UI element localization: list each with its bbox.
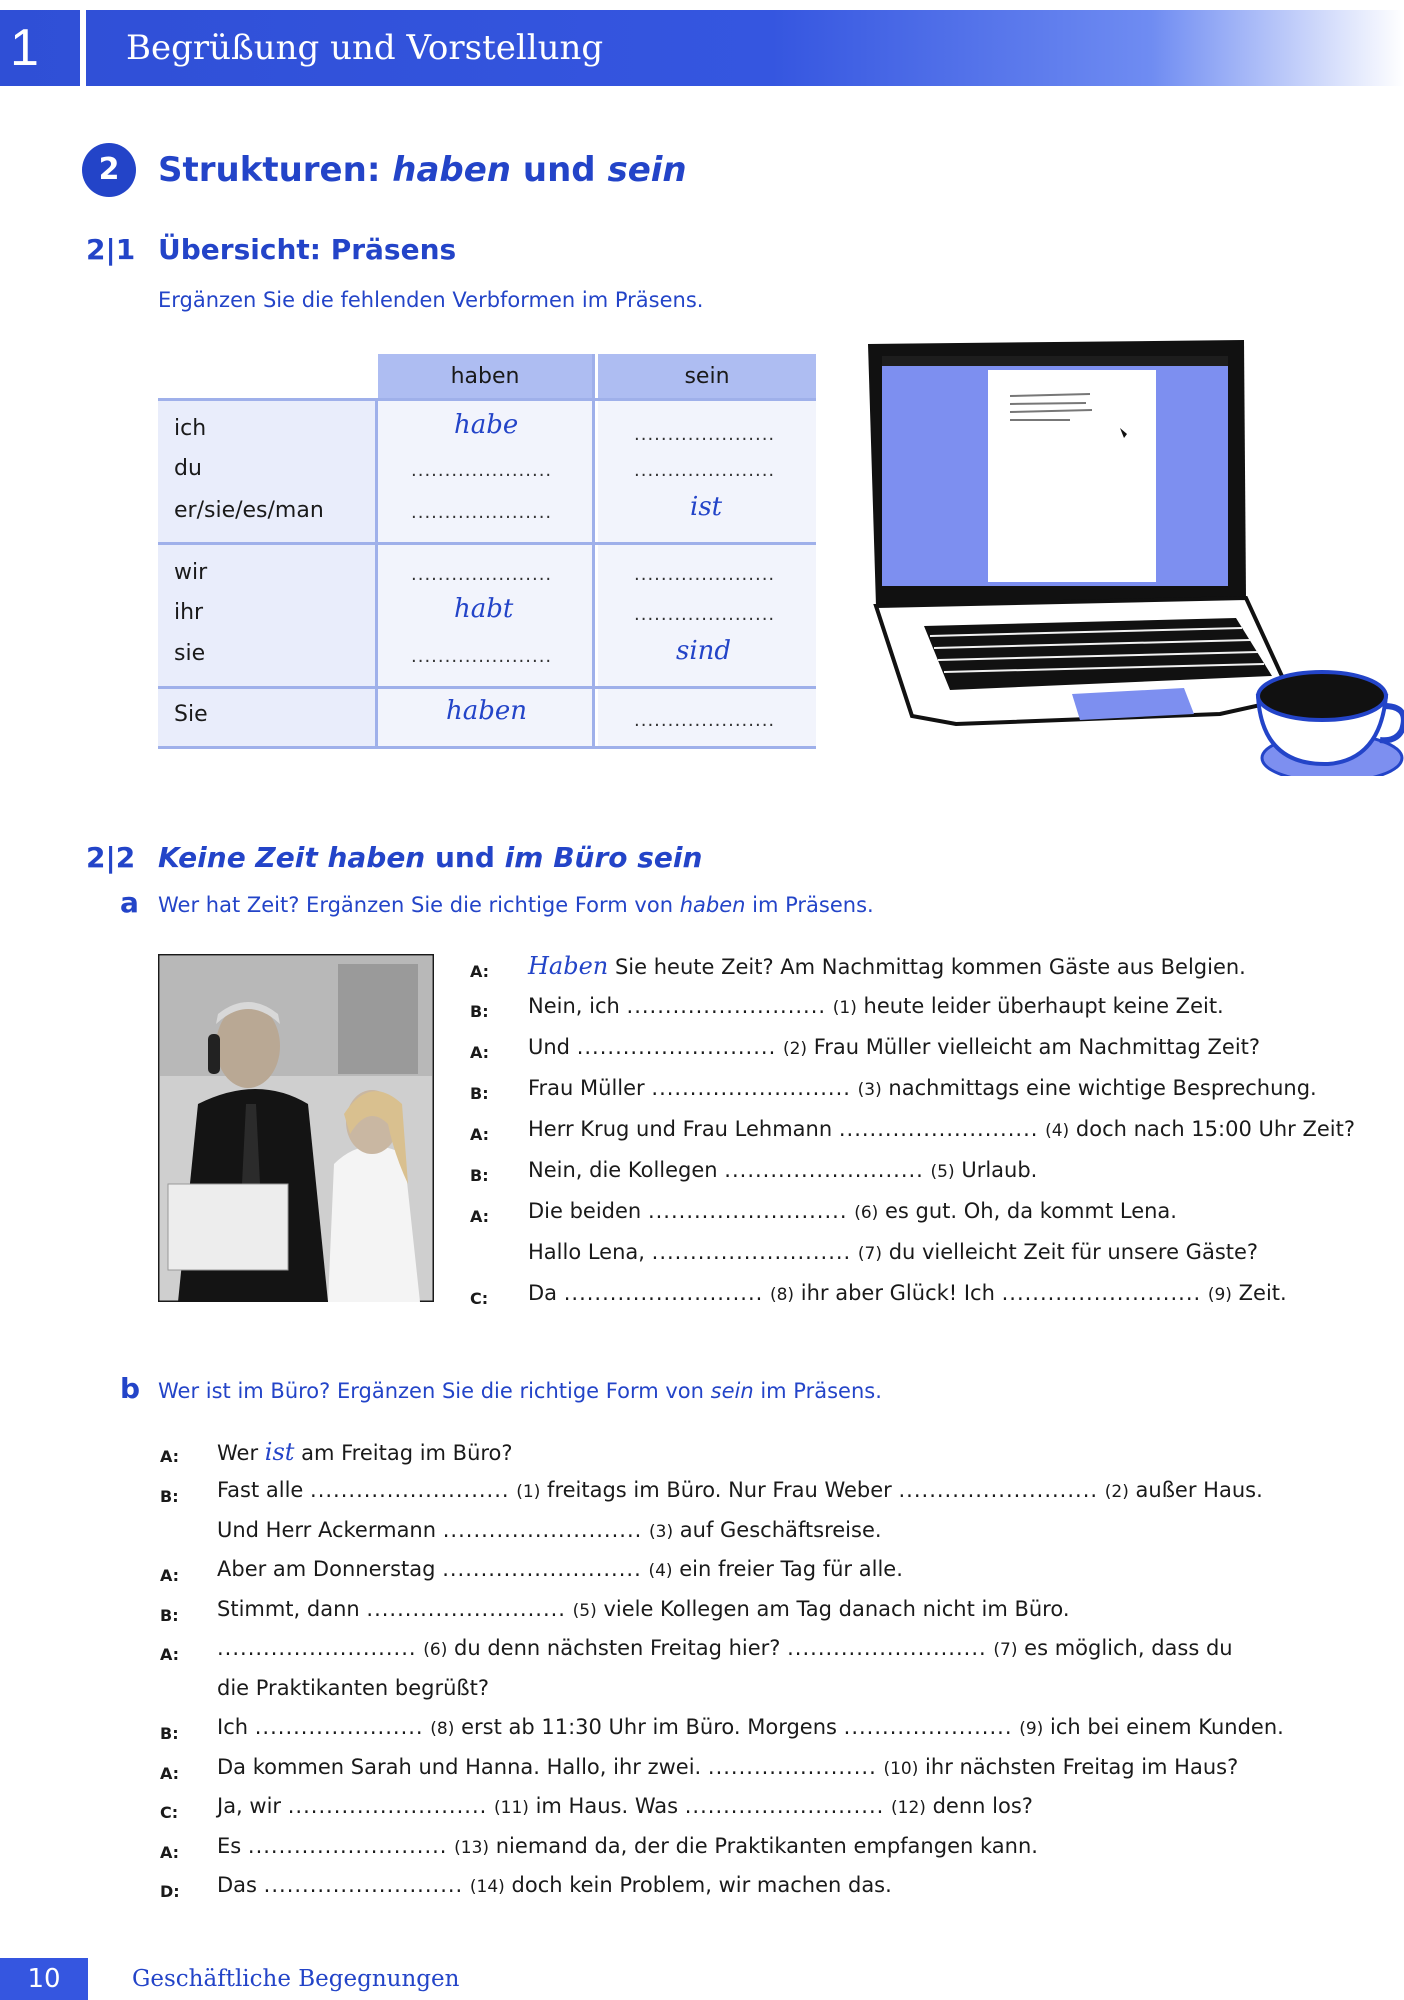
answer-blank[interactable]: .......................... [287, 1794, 488, 1818]
part-a-instr-2: im Präsens. [752, 893, 874, 917]
blank-number: (6) [423, 1640, 448, 1660]
dialog-a-line-3 [528, 1076, 1317, 1100]
table-rule [158, 686, 816, 689]
dialog-a-line-example [528, 952, 1246, 980]
line-text: ihr aber Glück! Ich [800, 1281, 995, 1305]
part-a-label: a [120, 886, 139, 919]
section-title-verb2: sein [607, 150, 687, 190]
part-b-instr-2: im Präsens. [760, 1379, 882, 1403]
line-text: Nein, ich [528, 994, 620, 1018]
dialog-a-line-6 [528, 1199, 1177, 1223]
pronoun-sie: sie [174, 641, 206, 666]
speaker-label: C: [470, 1289, 489, 1308]
table-rule [158, 398, 816, 401]
dialog-a-line-7 [528, 1240, 1258, 1264]
line-text: Frau Müller [528, 1076, 645, 1100]
dialog-a-line-8 [528, 1281, 1287, 1305]
dialog-b-line-13 [217, 1834, 1038, 1858]
line-text: ich bei einem Kunden. [1049, 1715, 1284, 1739]
coffee [1258, 672, 1386, 720]
dialog-b-line-1 [217, 1478, 1263, 1502]
section-number-badge: 2 [82, 143, 136, 197]
blank-number: (3) [857, 1080, 882, 1100]
exercise-2-2-title-p3: im Büro sein [504, 841, 703, 874]
office-photo [158, 954, 434, 1302]
line-text: Ja, wir [217, 1794, 282, 1818]
line-text: Aber am Donnerstag [217, 1557, 436, 1581]
blank-number: (9) [1207, 1285, 1232, 1305]
line-text: Sie heute Zeit? Am Nachmittag kommen Gäste aus Belgien. [614, 955, 1246, 979]
answer-haben-ich: habe [454, 410, 519, 440]
speaker-label: A: [470, 1207, 490, 1226]
answer-blank[interactable]: .......................... [442, 1518, 643, 1542]
exercise-2-2-title-p2: und [435, 841, 495, 874]
blank-number: (3) [649, 1522, 674, 1542]
section-title-and: und [522, 150, 596, 190]
line-text: Herr Krug und Frau Lehmann [528, 1117, 833, 1141]
answer-haben-ihr: habt [454, 594, 514, 624]
blank-sein-Sie[interactable]: ..................... [634, 710, 776, 731]
exercise-2-1-instruction: Ergänzen Sie die fehlenden Verbformen im Präsens. [158, 288, 704, 312]
blank-number: (5) [572, 1601, 597, 1621]
part-a-instr-verb: haben [679, 893, 746, 917]
blank-haben-sie[interactable]: ..................... [411, 646, 553, 667]
answer-blank[interactable]: .......................... [310, 1478, 510, 1502]
exercise-2-2-number: 2|2 [86, 841, 136, 874]
line-text: ihr nächsten Freitag im Haus? [925, 1755, 1239, 1779]
blank-number: (2) [1104, 1482, 1129, 1502]
table-rule [158, 542, 816, 545]
answer-blank[interactable]: .......................... [838, 1117, 1039, 1141]
line-text: du denn nächsten Freitag hier? [454, 1636, 781, 1660]
table-divider [592, 354, 595, 749]
answer-blank[interactable]: .......................... [217, 1636, 417, 1660]
blank-number: (7) [857, 1244, 882, 1264]
line-text: Frau Müller vielleicht am Nachmittag Zeit? [813, 1035, 1261, 1059]
line-text: du vielleicht Zeit für unsere Gäste? [888, 1240, 1259, 1264]
answer-blank[interactable]: .......................... [647, 1199, 848, 1223]
blank-number: (4) [648, 1561, 673, 1581]
line-text: Das [217, 1873, 257, 1897]
line-text: nachmittags eine wichtige Besprechung. [888, 1076, 1317, 1100]
part-b-instr-1: Wer ist im Büro? Ergänzen Sie die richtige Form von [158, 1379, 704, 1403]
exercise-2-2-title-p1: Keine Zeit haben [158, 841, 426, 874]
speaker-label: C: [160, 1803, 179, 1822]
line-text: freitags im Büro. Nur Frau Weber [547, 1478, 892, 1502]
blank-number: (7) [993, 1640, 1018, 1660]
example-answer: ist [264, 1438, 295, 1466]
chapter-title: Begrüßung und Vorstellung [126, 28, 604, 68]
pronoun-ihr: ihr [174, 600, 204, 625]
column-header-haben: haben [378, 354, 592, 400]
blank-sein-ihr[interactable]: ..................... [634, 604, 776, 625]
blank-number: (12) [891, 1798, 926, 1818]
line-text: ein freier Tag für alle. [679, 1557, 903, 1581]
pronoun-er-sie-es-man: er/sie/es/man [174, 498, 324, 523]
line-text: es gut. Oh, da kommt Lena. [884, 1199, 1177, 1223]
answer-blank[interactable]: .......................... [651, 1076, 851, 1100]
laptop-coffee-illustration [860, 336, 1404, 776]
line-text: die Praktikanten begrüßt? [217, 1676, 490, 1700]
chapter-number: 1 [10, 19, 39, 77]
answer-blank[interactable]: .......................... [626, 994, 827, 1018]
section-title-part1: Strukturen: [158, 150, 381, 190]
speaker-label: A: [470, 962, 490, 981]
blank-sein-wir[interactable]: ..................... [634, 564, 776, 585]
line-text: am Freitag im Büro? [301, 1441, 513, 1465]
answer-blank[interactable]: .......................... [1001, 1281, 1202, 1305]
header-divider [80, 10, 86, 86]
example-answer: Haben [528, 952, 609, 980]
line-text: doch kein Problem, wir machen das. [511, 1873, 892, 1897]
line-text: Es [217, 1834, 242, 1858]
answer-sein-er: ist [690, 492, 723, 522]
part-a-instruction [158, 893, 874, 917]
blank-number: (8) [769, 1285, 795, 1305]
blank-number: (10) [883, 1759, 919, 1779]
line-text: viele Kollegen am Tag danach nicht im Büro. [603, 1597, 1070, 1621]
answer-blank[interactable]: .......................... [563, 1281, 764, 1305]
blank-haben-wir[interactable]: ..................... [411, 564, 553, 585]
answer-blank[interactable]: ...................... [254, 1715, 424, 1739]
man-head [216, 1004, 280, 1088]
line-text: Und [528, 1035, 571, 1059]
answer-blank[interactable]: .......................... [366, 1597, 566, 1621]
answer-blank[interactable]: .......................... [651, 1240, 852, 1264]
line-text: außer Haus. [1135, 1478, 1263, 1502]
line-text: Die beiden [528, 1199, 642, 1223]
part-a-instr-1: Wer hat Zeit? Ergänzen Sie die richtige Form von [158, 893, 674, 917]
dialog-b-line-11 [217, 1794, 1033, 1818]
dialog-b-line-6 [217, 1636, 1233, 1660]
pronoun-Sie: Sie [174, 702, 208, 727]
section-title [158, 142, 687, 198]
line-text: Hallo Lena, [528, 1240, 645, 1264]
pronoun-wir: wir [174, 560, 208, 585]
line-text: Urlaub. [961, 1158, 1038, 1182]
dialog-b-line-8 [217, 1715, 1284, 1739]
dialog-a-line-2 [528, 1035, 1260, 1059]
table-rule [158, 746, 816, 749]
blank-number: (14) [469, 1877, 505, 1897]
section-title-verb1: haben [392, 150, 512, 190]
line-text: doch nach 15:00 Uhr Zeit? [1075, 1117, 1356, 1141]
line-text: es möglich, dass du [1024, 1636, 1233, 1660]
blank-number: (11) [494, 1798, 529, 1818]
answer-blank[interactable]: .......................... [684, 1794, 885, 1818]
answer-blank[interactable]: .......................... [263, 1873, 464, 1897]
speaker-label: B: [470, 1084, 489, 1103]
dialog-a-line-1 [528, 994, 1224, 1018]
speaker-label: A: [470, 1043, 490, 1062]
pronoun-ich: ich [174, 416, 207, 441]
line-text: Ich [217, 1715, 249, 1739]
dialog-b-line-5 [217, 1597, 1070, 1621]
dialog-b-line-6-cont [217, 1676, 489, 1700]
line-text: Wer [217, 1441, 259, 1465]
blank-number: (5) [930, 1162, 955, 1182]
blank-number: (1) [516, 1482, 541, 1502]
exercise-2-2-title [158, 841, 702, 874]
speaker-label: A: [470, 1125, 490, 1144]
line-text: Fast alle [217, 1478, 304, 1502]
speaker-label: A: [160, 1645, 180, 1664]
conjugation-table [158, 354, 816, 749]
dialog-a-line-5 [528, 1158, 1037, 1182]
dialog-b-line-10 [217, 1755, 1238, 1779]
part-b-instruction [158, 1379, 882, 1403]
dialog-b-line-example [217, 1438, 513, 1466]
answer-blank[interactable]: .......................... [576, 1035, 777, 1059]
line-text: Und Herr Ackermann [217, 1518, 437, 1542]
answer-blank[interactable]: ...................... [707, 1755, 877, 1779]
answer-blank[interactable]: .......................... [724, 1158, 924, 1182]
speaker-label: D: [160, 1882, 180, 1901]
speaker-label: B: [470, 1002, 489, 1021]
speaker-label: A: [160, 1843, 180, 1862]
speaker-label: A: [160, 1566, 180, 1585]
answer-haben-Sie: haben [446, 696, 528, 726]
exercise-2-1-number: 2|1 [86, 233, 136, 266]
line-text: Stimmt, dann [217, 1597, 360, 1621]
page-number: 10 [0, 1958, 88, 2000]
speaker-label: A: [160, 1447, 180, 1466]
answer-blank[interactable]: .......................... [898, 1478, 1099, 1502]
line-text: auf Geschäftsreise. [679, 1518, 882, 1542]
menu-bar [882, 356, 1228, 366]
line-text: erst ab 11:30 Uhr im Büro. Morgens [461, 1715, 837, 1739]
laptop-in-photo [168, 1184, 288, 1270]
line-text: Nein, die Kollegen [528, 1158, 718, 1182]
blank-number: (4) [1045, 1121, 1070, 1141]
blank-number: (13) [454, 1838, 490, 1858]
line-text: im Haus. Was [535, 1794, 679, 1818]
speaker-label: B: [470, 1166, 489, 1185]
dialog-b-line-14 [217, 1873, 892, 1897]
blank-number: (9) [1019, 1719, 1044, 1739]
line-text: Zeit. [1238, 1281, 1287, 1305]
answer-blank[interactable]: .......................... [247, 1834, 448, 1858]
blank-haben-er[interactable]: ..................... [411, 502, 553, 523]
exercise-2-1-title: Übersicht: Präsens [158, 233, 457, 266]
part-b-label: b [120, 1372, 141, 1405]
speaker-label: A: [160, 1764, 180, 1783]
answer-sein-sie: sind [676, 636, 732, 666]
line-text: niemand da, der die Praktikanten empfangen kann. [495, 1834, 1038, 1858]
dialog-b-line-3 [217, 1518, 882, 1542]
answer-blank[interactable]: ...................... [843, 1715, 1013, 1739]
dialog-a-line-4 [528, 1117, 1355, 1141]
blank-sein-du[interactable]: ..................... [634, 460, 776, 481]
speaker-label: B: [160, 1606, 179, 1625]
blank-number: (8) [430, 1719, 455, 1739]
table-divider [375, 400, 378, 749]
speaker-label: B: [160, 1487, 179, 1506]
dialog-b-line-4 [217, 1557, 903, 1581]
line-text: denn los? [932, 1794, 1033, 1818]
answer-blank[interactable]: .......................... [442, 1557, 642, 1581]
part-b-instr-verb: sein [710, 1379, 754, 1403]
document-window [988, 370, 1156, 582]
blank-number: (2) [782, 1039, 808, 1059]
column-header-sein: sein [598, 354, 816, 400]
speaker-label: B: [160, 1724, 179, 1743]
blank-number: (6) [854, 1203, 879, 1223]
blank-sein-ich[interactable]: ..................... [634, 424, 776, 445]
blank-number: (1) [832, 998, 857, 1018]
line-text: heute leider überhaupt keine Zeit. [863, 994, 1224, 1018]
blank-haben-du[interactable]: ..................... [411, 460, 553, 481]
pronoun-du: du [174, 456, 202, 481]
line-text: Da [528, 1281, 558, 1305]
line-text: Da kommen Sarah und Hanna. Hallo, ihr zwei. [217, 1755, 702, 1779]
book-title: Geschäftliche Begegnungen [132, 1966, 460, 1992]
answer-blank[interactable]: .......................... [787, 1636, 987, 1660]
phone [208, 1034, 220, 1074]
